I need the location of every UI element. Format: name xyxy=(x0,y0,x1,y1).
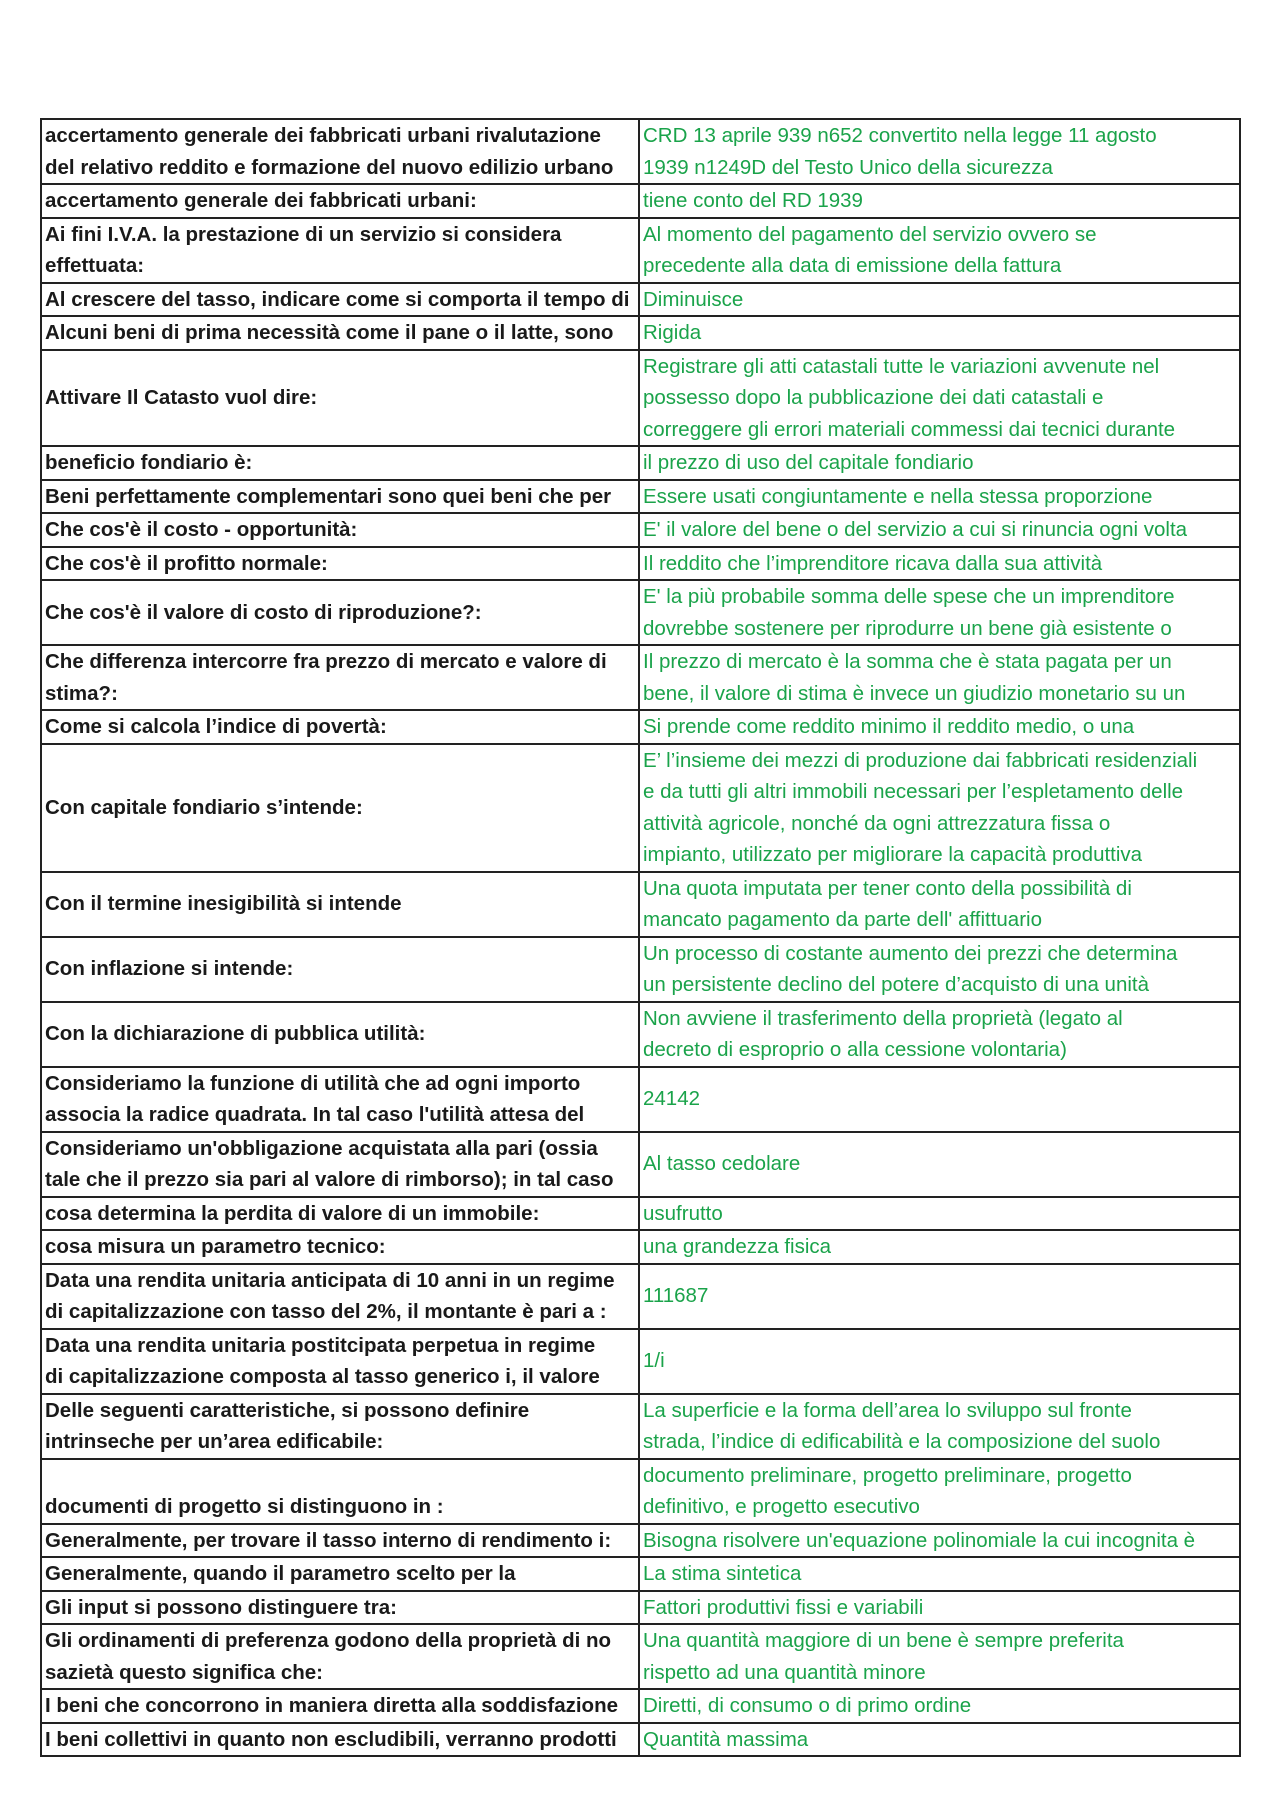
answer-text: Un processo di costante aumento dei prezzi che determina xyxy=(643,941,1178,965)
answer-text: Rigida xyxy=(643,321,702,344)
question-text: I beni collettivi in quanto non escludibili, verranno prodotti xyxy=(45,1727,617,1751)
answer-cell xyxy=(639,446,1240,480)
question-text: Alcuni beni di prima necessità come il pane o il latte, sono xyxy=(45,321,614,344)
table-row xyxy=(41,1624,1240,1689)
question-text: Generalmente, per trovare il tasso interno di rendimento i: xyxy=(45,1528,612,1552)
answer-cell xyxy=(639,1624,1240,1689)
table-row xyxy=(41,1394,1240,1459)
question-text: I beni che concorrono in maniera diretta alla soddisfazione xyxy=(45,1694,618,1717)
answer-text: Bisogna risolvere un'equazione polinomiale la cui incognita è xyxy=(643,1528,1196,1552)
question-cell xyxy=(41,446,639,480)
answer-text: il prezzo di uso del capitale fondiario xyxy=(643,451,974,474)
question-text: Consideriamo un'obbligazione acquistata alla pari (ossia xyxy=(45,1136,598,1160)
answer-cell xyxy=(639,119,1240,184)
question-text: documenti di progetto si distinguono in : xyxy=(45,1495,444,1518)
qa-table-body xyxy=(41,119,1240,1756)
question-text: cosa misura un parametro tecnico: xyxy=(45,1235,386,1258)
question-cell xyxy=(41,480,639,514)
question-text: accertamento generale dei fabbricati urbani: xyxy=(45,189,477,212)
question-text: sazietà questo significa che: xyxy=(45,1660,323,1684)
question-cell xyxy=(41,316,639,350)
question-cell xyxy=(41,645,639,710)
question-text: Data una rendita unitaria postitcipata perpetua in regime xyxy=(45,1333,596,1357)
answer-text: decreto di esproprio o alla cessione volontaria) xyxy=(643,1038,1067,1061)
question-cell xyxy=(41,1591,639,1625)
question-text: Delle seguenti caratteristiche, si possono definire xyxy=(45,1398,530,1422)
answer-text: possesso dopo la pubblicazione dei dati catastali e xyxy=(643,386,1104,409)
answer-text: Una quantità maggiore di un bene è sempre preferita xyxy=(643,1629,1124,1652)
question-text: beneficio fondiario è: xyxy=(45,451,253,474)
table-row xyxy=(41,872,1240,937)
answer-cell xyxy=(639,580,1240,645)
question-text: Al crescere del tasso, indicare come si comporta il tempo di xyxy=(45,287,630,311)
answer-text: Si prende come reddito minimo il reddito medio, o una xyxy=(643,715,1135,738)
qa-table xyxy=(40,118,1241,1757)
question-cell xyxy=(41,1067,639,1132)
question-text: Ai fini I.V.A. la prestazione di un servizio si considera xyxy=(45,222,562,246)
answer-cell xyxy=(639,1067,1240,1132)
question-cell xyxy=(41,1524,639,1558)
question-text: intrinseche per un’area edificabile: xyxy=(45,1430,384,1453)
question-text: di capitalizzazione con tasso del 2%, il montante è pari a : xyxy=(45,1300,607,1323)
question-cell xyxy=(41,547,639,581)
answer-text: attività agricole, nonché da ogni attrezzatura fissa o xyxy=(643,811,1111,835)
answer-text: definitivo, e progetto esecutivo xyxy=(643,1495,920,1518)
table-row xyxy=(41,1197,1240,1231)
answer-text: correggere gli errori materiali commessi dai tecnici durante xyxy=(643,417,1176,441)
table-row xyxy=(41,1591,1240,1625)
table-row xyxy=(41,218,1240,283)
question-text: del relativo reddito e formazione del nuovo edilizio urbano xyxy=(45,155,614,179)
question-cell xyxy=(41,937,639,1002)
table-row xyxy=(41,1459,1240,1524)
question-cell xyxy=(41,1624,639,1689)
answer-cell xyxy=(639,1689,1240,1723)
answer-text: Non avviene il trasferimento della proprietà (legato al xyxy=(643,1006,1123,1030)
table-row xyxy=(41,1230,1240,1264)
answer-text: mancato pagamento da parte dell' affittuario xyxy=(643,908,1042,931)
table-row xyxy=(41,547,1240,581)
answer-text: Quantità massima xyxy=(643,1727,809,1751)
answer-cell xyxy=(639,744,1240,872)
table-row xyxy=(41,1524,1240,1558)
question-cell xyxy=(41,1197,639,1231)
answer-cell xyxy=(639,480,1240,514)
answer-cell xyxy=(639,1459,1240,1524)
question-text: Gli input si possono distinguere tra: xyxy=(45,1595,397,1619)
answer-cell xyxy=(639,1524,1240,1558)
answer-text: Registrare gli atti catastali tutte le variazioni avvenute nel xyxy=(643,354,1160,378)
question-text: Che cos'è il profitto normale: xyxy=(45,551,328,575)
question-cell xyxy=(41,350,639,447)
answer-cell xyxy=(639,645,1240,710)
question-cell xyxy=(41,119,639,184)
answer-cell xyxy=(639,1002,1240,1067)
question-cell xyxy=(41,283,639,317)
table-row xyxy=(41,480,1240,514)
answer-text: 111687 xyxy=(643,1284,709,1308)
question-text: Consideriamo la funzione di utilità che ad ogni importo xyxy=(45,1071,581,1095)
table-row xyxy=(41,1067,1240,1132)
answer-cell xyxy=(639,283,1240,317)
table-row xyxy=(41,350,1240,447)
answer-cell xyxy=(639,184,1240,218)
question-cell xyxy=(41,1002,639,1067)
question-cell xyxy=(41,744,639,872)
question-cell xyxy=(41,872,639,937)
answer-text: Diretti, di consumo o di primo ordine xyxy=(643,1694,972,1717)
answer-text: Fattori produttivi fissi e variabili xyxy=(643,1595,924,1619)
answer-text: Al tasso cedolare xyxy=(643,1152,801,1176)
answer-text: Il prezzo di mercato è la somma che è stata pagata per un xyxy=(643,650,1172,673)
table-row xyxy=(41,744,1240,872)
table-row xyxy=(41,513,1240,547)
answer-text: dovrebbe sostenere per riprodurre un bene già esistente o xyxy=(643,616,1172,640)
answer-text: Il reddito che l’imprenditore ricava dalla sua attività xyxy=(643,551,1103,575)
question-text: cosa determina la perdita di valore di un immobile: xyxy=(45,1201,540,1225)
question-text: Che cos'è il valore di costo di riproduzione?: xyxy=(45,600,482,624)
question-cell xyxy=(41,1557,639,1591)
question-text: Con la dichiarazione di pubblica utilità: xyxy=(45,1022,426,1046)
question-cell xyxy=(41,1394,639,1459)
answer-text: Al momento del pagamento del servizio ovvero se xyxy=(643,222,1097,246)
answer-text: Diminuisce xyxy=(643,287,744,311)
answer-text: Essere usati congiuntamente e nella stessa proporzione xyxy=(643,484,1153,508)
question-text: Beni perfettamente complementari sono quei beni che per xyxy=(45,484,612,508)
table-row xyxy=(41,283,1240,317)
table-row xyxy=(41,1132,1240,1197)
question-text: Gli ordinamenti di preferenza godono della proprietà di no xyxy=(45,1629,612,1652)
question-text: Che differenza intercorre fra prezzo di mercato e valore di xyxy=(45,650,607,673)
table-row xyxy=(41,119,1240,184)
question-cell xyxy=(41,184,639,218)
table-row xyxy=(41,446,1240,480)
answer-cell xyxy=(639,513,1240,547)
answer-text: usufrutto xyxy=(643,1201,723,1225)
table-row xyxy=(41,1723,1240,1757)
question-text: Con capitale fondiario s’intende: xyxy=(45,795,363,819)
question-cell xyxy=(41,1264,639,1329)
table-row xyxy=(41,1002,1240,1067)
answer-cell xyxy=(639,1329,1240,1394)
question-cell xyxy=(41,710,639,744)
answer-text: La superficie e la forma dell’area lo sviluppo sul fronte xyxy=(643,1398,1132,1422)
question-cell xyxy=(41,1132,639,1197)
answer-cell xyxy=(639,710,1240,744)
answer-cell xyxy=(639,1230,1240,1264)
question-cell xyxy=(41,1329,639,1394)
question-cell xyxy=(41,1230,639,1264)
answer-text: E' il valore del bene o del servizio a cui si rinuncia ogni volta xyxy=(643,518,1188,541)
question-text: tale che il prezzo sia pari al valore di rimborso); in tal caso xyxy=(45,1168,614,1191)
answer-cell xyxy=(639,316,1240,350)
answer-text: E’ l’insieme dei mezzi di produzione dai fabbricati residenziali xyxy=(643,748,1198,772)
question-text: accertamento generale dei fabbricati urbani rivalutazione xyxy=(45,124,601,147)
table-row xyxy=(41,580,1240,645)
answer-cell xyxy=(639,1264,1240,1329)
question-cell xyxy=(41,1689,639,1723)
question-text: di capitalizzazione composta al tasso generico i, il valore xyxy=(45,1365,600,1388)
answer-text: e da tutti gli altri immobili necessari per l’espletamento delle xyxy=(643,780,1184,803)
question-text: stima?: xyxy=(45,681,118,705)
question-text: Generalmente, quando il parametro scelto per la xyxy=(45,1562,516,1585)
question-cell xyxy=(41,218,639,283)
question-cell xyxy=(41,1459,639,1524)
question-text: Con il termine inesigibilità si intende xyxy=(45,892,402,916)
answer-cell xyxy=(639,1197,1240,1231)
question-text: Data una rendita unitaria anticipata di 10 anni in un regime xyxy=(45,1268,615,1292)
answer-text: 1939 n1249D del Testo Unico della sicurezza xyxy=(643,155,1053,179)
answer-text: documento preliminare, progetto preliminare, progetto xyxy=(643,1463,1132,1487)
answer-text: una grandezza fisica xyxy=(643,1235,832,1258)
question-cell xyxy=(41,580,639,645)
table-row xyxy=(41,937,1240,1002)
question-text: Con inflazione si intende: xyxy=(45,957,294,981)
question-text: effettuata: xyxy=(45,254,145,277)
answer-text: 1/i xyxy=(643,1349,665,1373)
answer-text: E' la più probabile somma delle spese che un imprenditore xyxy=(643,585,1175,608)
answer-cell xyxy=(639,937,1240,1002)
table-row xyxy=(41,184,1240,218)
answer-text: rispetto ad una quantità minore xyxy=(643,1660,926,1684)
answer-cell xyxy=(639,1394,1240,1459)
answer-text: impianto, utilizzato per migliorare la capacità produttiva xyxy=(643,843,1143,866)
table-row xyxy=(41,645,1240,710)
answer-text: precedente alla data di emissione della fattura xyxy=(643,254,1062,277)
answer-text: Una quota imputata per tener conto della possibilità di xyxy=(643,876,1132,900)
table-row xyxy=(41,316,1240,350)
answer-cell xyxy=(639,1723,1240,1757)
question-cell xyxy=(41,513,639,547)
answer-cell xyxy=(639,1557,1240,1591)
answer-cell xyxy=(639,1591,1240,1625)
table-row xyxy=(41,1557,1240,1591)
answer-text: CRD 13 aprile 939 n652 convertito nella legge 11 agosto xyxy=(643,124,1157,147)
question-text: Che cos'è il costo - opportunità: xyxy=(45,518,358,541)
answer-cell xyxy=(639,218,1240,283)
question-text: Come si calcola l’indice di povertà: xyxy=(45,715,387,738)
answer-cell xyxy=(639,1132,1240,1197)
table-row xyxy=(41,1264,1240,1329)
answer-cell xyxy=(639,547,1240,581)
question-text: Attivare Il Catasto vuol dire: xyxy=(45,386,318,409)
question-text: associa la radice quadrata. In tal caso l'utilità attesa del xyxy=(45,1103,585,1126)
table-row xyxy=(41,1689,1240,1723)
answer-text: un persistente declino del potere d’acquisto di una unità xyxy=(643,973,1150,996)
answer-text: strada, l’indice di edificabilità e la composizione del suolo xyxy=(643,1430,1161,1453)
table-row xyxy=(41,710,1240,744)
answer-cell xyxy=(639,350,1240,447)
table-row xyxy=(41,1329,1240,1394)
answer-text: bene, il valore di stima è invece un giudizio monetario su un xyxy=(643,681,1186,705)
answer-cell xyxy=(639,872,1240,937)
answer-text: 24142 xyxy=(643,1087,701,1111)
answer-text: La stima sintetica xyxy=(643,1562,802,1585)
question-cell xyxy=(41,1723,639,1757)
answer-text: tiene conto del RD 1939 xyxy=(643,189,863,212)
